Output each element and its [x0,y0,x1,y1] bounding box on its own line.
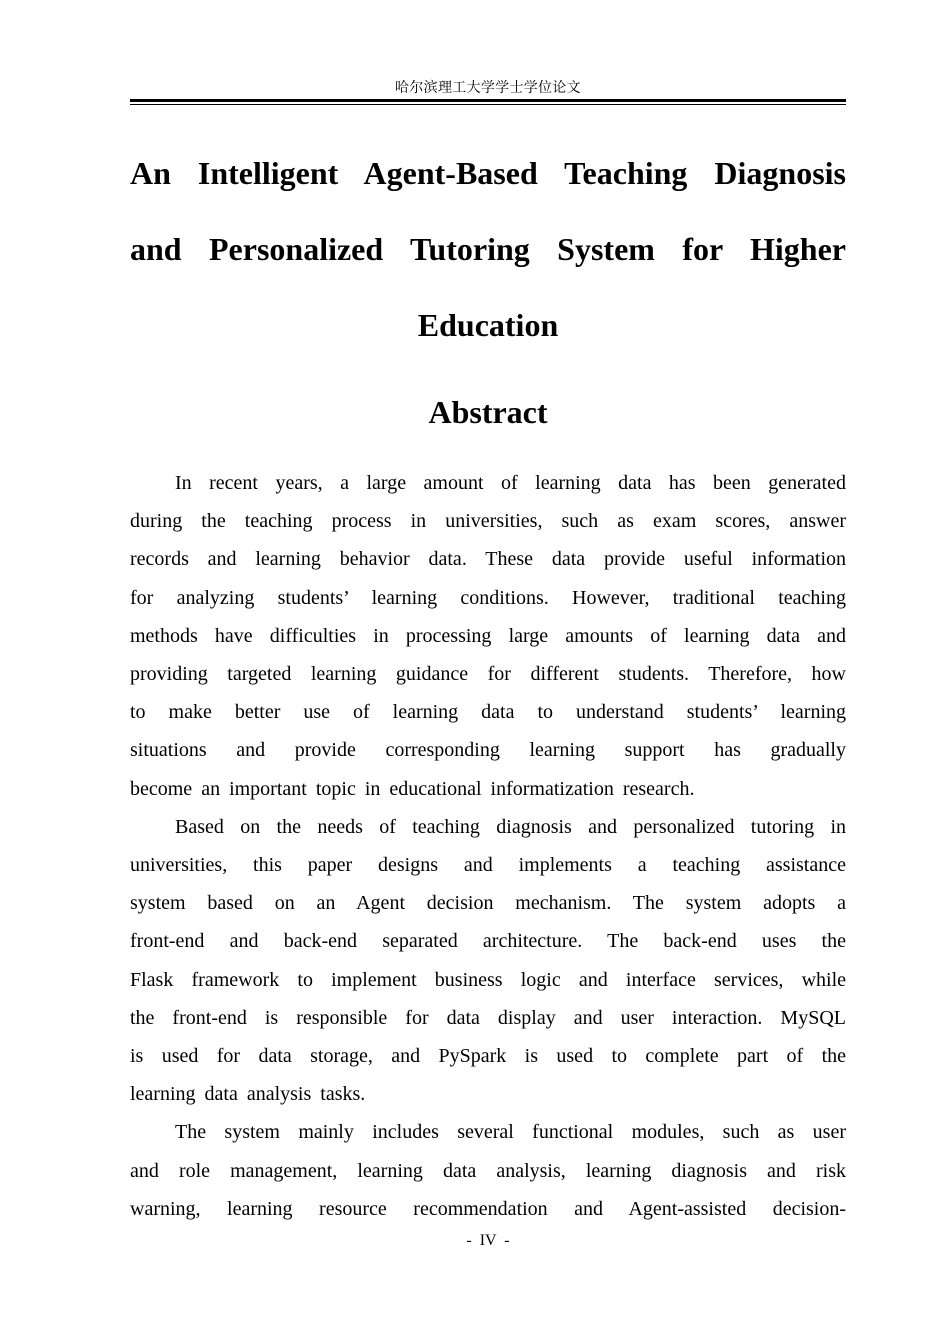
text-line: warning, learning resource recommendation and Agent-assisted decision- [130,1197,846,1220]
text-line: to make better use of learning data to understand students’ learning [130,701,846,724]
text-line: Based on the needs of teaching diagnosis and personalized tutoring in [175,815,846,838]
page-number: - IV - [466,1232,510,1249]
text-line: is used for data storage, and PySpark is used to complete part of the [130,1045,846,1068]
text-line: for analyzing students’ learning conditions. However, traditional teaching [130,586,846,609]
text-line: providing targeted learning guidance for different students. Therefore, how [130,663,846,686]
text-line: records and learning behavior data. These data provide useful information [130,548,846,571]
header-rule [130,99,846,102]
abstract-body [130,464,846,1228]
text-line: learning data analysis tasks. [130,1083,366,1106]
title-line: and Personalized Tutoring System for Higher [130,231,846,267]
text-line: during the teaching process in universities, such as exam scores, answer [130,510,846,533]
abstract-paragraph [130,808,846,1114]
text-line: methods have difficulties in processing large amounts of learning data and [130,624,846,647]
title-line: Education [417,307,559,343]
thesis-title [130,135,846,363]
abstract-paragraph [130,1113,846,1228]
text-line: become an important topic in educational informatization research. [130,777,695,800]
text-line: system based on an Agent decision mechanism. The system adopts a [130,892,846,915]
text-line: the front-end is responsible for data display and user interaction. MySQL [130,1006,846,1029]
text-line: and role management, learning data analysis, learning diagnosis and risk [130,1159,846,1182]
header-rule-thin [130,104,846,105]
text-line: Flask framework to implement business logic and interface services, while [130,968,846,991]
abstract-heading: Abstract [428,394,548,430]
text-line: front-end and back-end separated architecture. The back-end uses the [130,930,846,953]
title-line: An Intelligent Agent-Based Teaching Diagnosis [130,155,846,191]
text-line: universities, this paper designs and implements a teaching assistance [130,854,846,877]
text-line: In recent years, a large amount of learning data has been generated [175,472,846,494]
text-line: situations and provide corresponding learning support has gradually [130,739,846,762]
text-line: The system mainly includes several functional modules, such as user [175,1121,846,1144]
running-header: 哈尔滨理工大学学士学位论文 [395,80,581,96]
abstract-paragraph [130,464,846,808]
